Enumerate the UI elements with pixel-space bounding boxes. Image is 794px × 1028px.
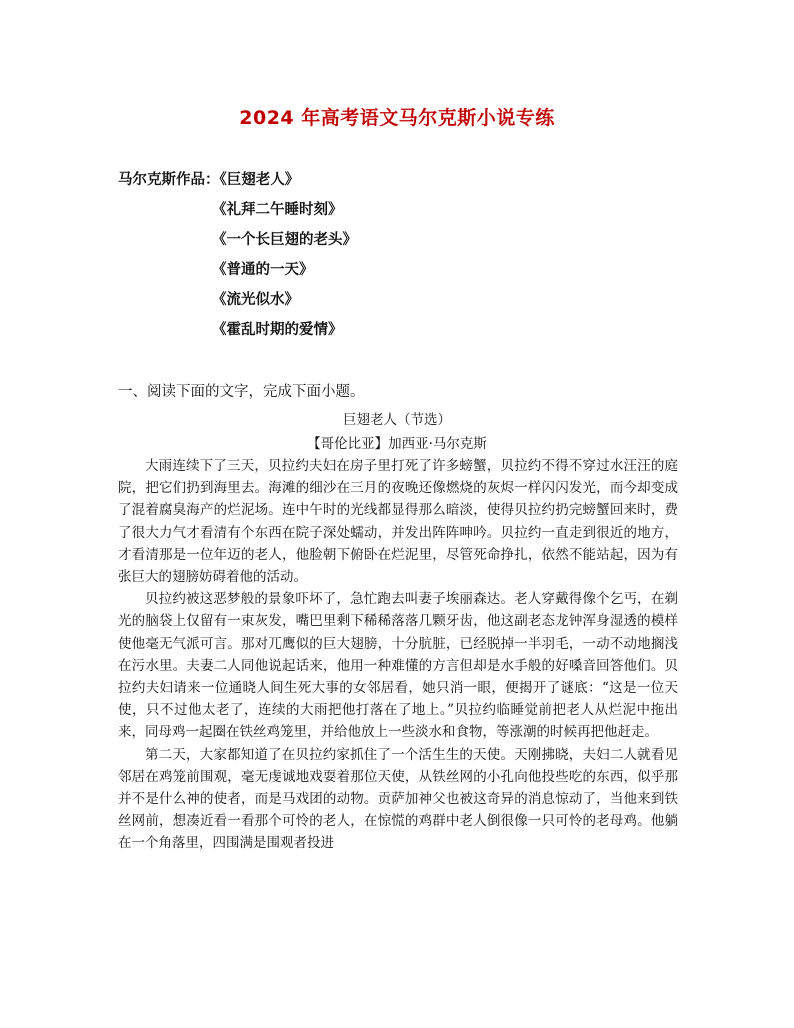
body-text: [118, 455, 678, 855]
works-item: 《普通的一天》: [212, 262, 314, 278]
paragraph: 第二天，大家都知道了在贝拉约家抓住了一个活生生的天使。天刚拂晓，夫妇二人就看见邻居在鸡笼前围观，毫无虔诚地戏耍着那位天使，从铁丝网的小孔向他投些吃的东西，似乎那并不是什么神的使者，而是马戏团的动物。贡萨加神父也被这奇异的消息惊动了，当他来到铁丝网前，想凑近看一看那个可怜的老人，在惊慌的鸡群中老人倒很像一只可怜的老母鸡。他躺在一个角落里，四围满是围观者投进: [118, 746, 678, 852]
works-item: 《一个长巨翅的老头》: [212, 232, 357, 248]
works-label: 马尔克斯作品：《巨翅老人》: [118, 172, 300, 188]
document-title: 2024 年高考语文马尔克斯小说专练: [239, 107, 555, 129]
works-item: 《礼拜二午睡时刻》: [212, 202, 343, 218]
paragraph: 大雨连续下了三天，贝拉约夫妇在房子里打死了许多螃蟹，贝拉约不得不穿过水汪汪的庭院，把它们扔到海里去。海滩的细沙在三月的夜晚还像燃烧的灰烬一样闪闪发光，而今却变成了混着腐臭海产的烂泥场。连中午时的光线都显得那么暗淡，使得贝拉约扔完螃蟹回来时，费了很大力气才看清有个东西在院子深处蠕动，并发出阵阵呻吟。贝拉约一直走到很近的地方，才看清那是一位年迈的老人，他脸朝下俯卧在烂泥里，尽管死命挣扎，依然不能站起，因为有张巨大的翅膀妨碍着他的活动。: [118, 458, 678, 586]
text-author: 【哥伦比亚】加西亚·马尔克斯: [307, 436, 487, 452]
paragraph: 贝拉约被这恶梦般的景象吓坏了，急忙跑去叫妻子埃丽森达。老人穿戴得像个乞丐，在剃光的脑袋上仅留有一束灰发，嘴巴里剩下稀稀落落几颗牙齿，他这副老态龙钟浑身湿透的模样使他毫无气派可言。那对兀鹰似的巨大翅膀，十分肮脏，已经脱掉一半羽毛，一动不动地搁浅在污水里。夫妻二人同他说起话来，他用一种难懂的方言但却是水手般的好嗓音回答他们。贝拉约夫妇请来一位通晓人间生死大事的女邻居看，她只消一眼，便揭开了谜底：“这是一位天使，只不过他太老了，连续的大雨把他打落在了地上。”贝拉约临睡觉前把老人从烂泥中拖出来，同母鸡一起圈在铁丝鸡笼里，并给他放上一些淡水和食物，等涨潮的时候再把他赶走。: [118, 591, 678, 741]
works-item: 《流光似水》: [212, 292, 299, 308]
text-title: 巨翅老人（节选）: [343, 412, 451, 428]
section-heading: 一、阅读下面的文字，完成下面小题。: [118, 384, 365, 400]
works-item: 《霍乱时期的爱情》: [212, 322, 343, 338]
